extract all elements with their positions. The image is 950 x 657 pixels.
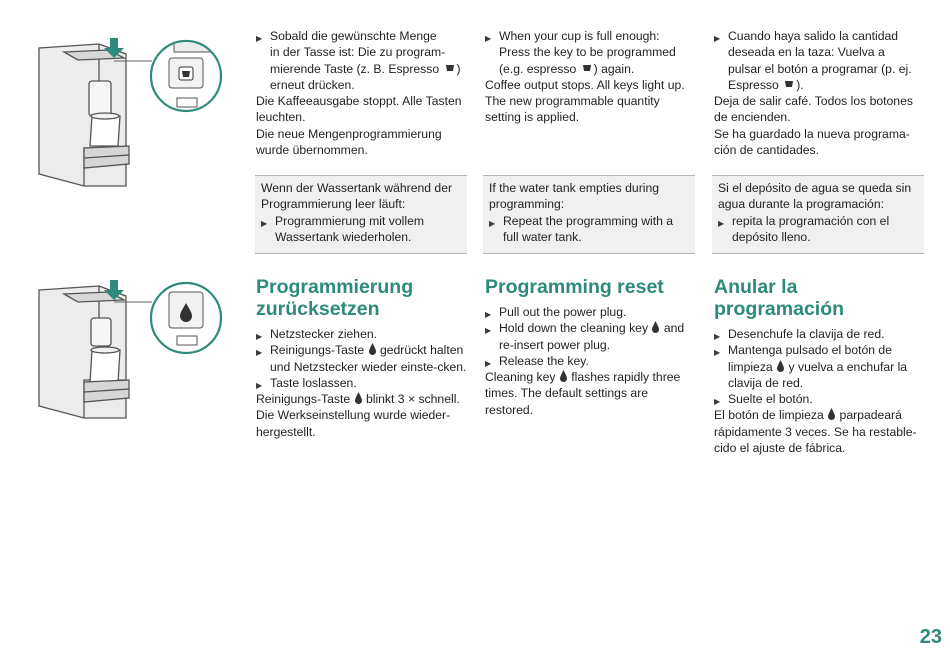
en-reset-step3: ▶ Release the key. — [485, 353, 697, 369]
en-applied-text: The new programmable quantity setting is applied. — [485, 94, 660, 125]
de-programming-step — [256, 28, 468, 158]
es-step-bullet: ▶ Cuando haya salido la cantidad deseada en la taza: Vuelva a pulsar el botón a programar (p. ej. Espresso ). — [714, 28, 926, 93]
en-note-box — [483, 175, 695, 254]
en-step-bullet: ▶ When your cup is full enough: Press the key to be programmed (e.g. espresso ) again. — [485, 28, 697, 77]
water-drop-icon — [354, 392, 363, 404]
zoom-espresso-key — [151, 36, 221, 111]
en-result-text: Coffee output stops. All keys light up. — [485, 77, 685, 92]
en-reset-result: Cleaning key flashes rapidly three times. The default settings are restored. — [485, 370, 681, 417]
en-reset-title: Programming reset — [485, 276, 664, 298]
es-reset-step1: ▶ Desenchufe la clavija de red. — [714, 326, 926, 342]
es-note-step: ▶ repita la programación con el depósito lleno. — [718, 213, 918, 246]
water-drop-icon — [776, 360, 785, 372]
coffee-machine-icon — [39, 44, 129, 186]
machine-illustration-cleaning — [34, 278, 224, 430]
de-reset-section — [256, 276, 468, 440]
de-reset-step2: ▶ Reinigungs-Taste gedrückt halten und Netzstecker wieder einste-cken. — [256, 342, 468, 375]
es-programming-step — [714, 28, 926, 158]
en-note-intro: If the water tank empties during programming: — [489, 181, 660, 212]
espresso-cup-icon — [580, 62, 594, 74]
es-reset-title: Anular la programación — [714, 276, 845, 320]
es-note-intro: Si el depósito de agua se queda sin agua durante la programación: — [718, 181, 912, 212]
de-reset-result: Reinigungs-Taste blinkt 3 × schnell. Die Werkseinstellung wurde wieder-hergestellt. — [256, 392, 460, 439]
es-applied-text: Se ha guardado la nueva programa-ción de cantidades. — [714, 126, 910, 158]
es-result-text: Deja de salir café. Todos los botones de encienden. — [714, 94, 913, 125]
de-note-step: ▶ Programmierung mit vollem Wassertank wiederholen. — [261, 213, 461, 246]
water-drop-icon — [651, 321, 660, 333]
water-drop-icon — [559, 370, 568, 382]
en-note-step: ▶ Repeat the programming with a full water tank. — [489, 213, 689, 246]
de-applied-text: Die neue Mengenprogrammierung wurde übernommen. — [256, 126, 442, 158]
es-reset-step3: ▶ Suelte el botón. — [714, 391, 926, 407]
en-reset-step2: ▶ Hold down the cleaning key and re-insert power plug. — [485, 320, 697, 353]
de-reset-step1: ▶ Netzstecker ziehen. — [256, 326, 468, 342]
water-drop-icon — [368, 343, 377, 355]
es-note-box — [712, 175, 924, 254]
espresso-cup-icon — [782, 78, 796, 90]
de-reset-title: Programmierung zurücksetzen — [256, 276, 414, 320]
es-reset-result: El botón de limpieza parpadeará rápidamente 3 veces. Se ha restable-cido el ajuste de fábrica. — [714, 408, 917, 456]
page-number: 23 — [919, 626, 942, 648]
de-step-bullet: ▶ Sobald die gewünschte Menge in der Tasse ist: Die zu program- mierende Taste (z. B. Espresso ) erneut drücken. — [256, 28, 468, 93]
es-reset-section — [714, 276, 926, 456]
de-result-text: Die Kaffeeausgabe stoppt. Alle Tasten leuchten. — [256, 94, 462, 125]
de-reset-step3: ▶ Taste loslassen. — [256, 375, 468, 391]
en-reset-section — [485, 276, 697, 418]
de-note-intro: Wenn der Wassertank während der Programmierung leer läuft: — [261, 181, 453, 212]
en-programming-step — [485, 28, 697, 126]
espresso-cup-icon — [443, 62, 457, 74]
de-note-box — [255, 175, 467, 254]
es-reset-step2: ▶ Mantenga pulsado el botón de limpieza y vuelva a enchufar la clavija de red. — [714, 342, 926, 391]
machine-illustration-espresso — [34, 36, 224, 188]
en-reset-step1: ▶ Pull out the power plug. — [485, 304, 697, 320]
water-drop-icon — [827, 408, 836, 420]
zoom-cleaning-key — [151, 283, 221, 353]
coffee-machine-icon — [39, 286, 129, 418]
